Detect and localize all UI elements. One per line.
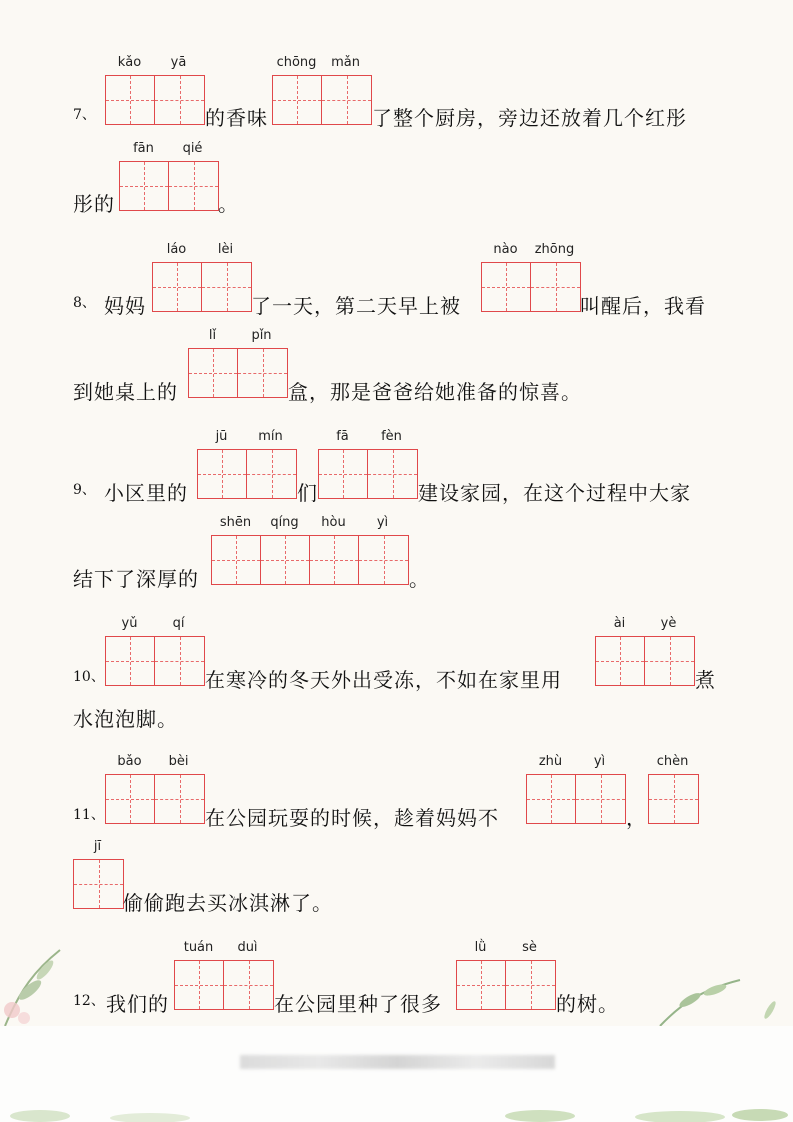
question-number: 10、 — [73, 669, 105, 685]
tianzige-box[interactable] — [174, 960, 274, 1010]
pinyin: lǐ — [208, 328, 217, 343]
sentence-text: 们 — [297, 481, 318, 505]
sentence-text: 偷偷跑去买冰淇淋了。 — [123, 891, 333, 915]
pinyin: fān — [133, 141, 154, 156]
tianzige-box[interactable] — [105, 75, 205, 125]
leaf-decoration-right — [640, 970, 793, 1026]
question-number: 12、 — [73, 993, 105, 1009]
pinyin: yì — [593, 754, 606, 769]
pinyin: shēn — [219, 515, 252, 530]
pinyin: yè — [660, 616, 677, 631]
pinyin: yì — [376, 515, 389, 530]
tianzige-box[interactable] — [595, 636, 695, 686]
tianzige-box[interactable] — [188, 348, 288, 398]
sentence-text: 建设家园，在这个过程中大家 — [418, 481, 691, 505]
tianzige-box[interactable] — [152, 262, 252, 312]
pinyin: yǔ — [121, 616, 138, 631]
sentence-text: 。 — [218, 192, 239, 216]
tianzige-box[interactable] — [105, 636, 205, 686]
pinyin: zhōng — [534, 242, 575, 257]
pinyin: lèi — [217, 242, 234, 257]
tianzige-box[interactable] — [73, 859, 124, 909]
sentence-text: 煮 — [695, 668, 716, 692]
tianzige-box[interactable] — [272, 75, 372, 125]
pinyin: fèn — [381, 429, 402, 444]
sentence-text: 在公园玩耍的时候，趁着妈妈不 — [205, 806, 499, 830]
pinyin: chōng — [276, 55, 317, 70]
pinyin: nào — [493, 242, 518, 257]
sentence-text: 了一天，第二天早上被 — [251, 294, 461, 318]
pinyin: pǐn — [251, 328, 272, 343]
question-number: 9、 — [73, 482, 96, 498]
tianzige-box[interactable] — [318, 449, 418, 499]
sentence-text: 在公园里种了很多 — [274, 992, 442, 1016]
sentence-text: 了整个厨房，旁边还放着几个红彤 — [372, 106, 687, 130]
tianzige-box[interactable] — [648, 774, 699, 824]
pinyin: zhù — [538, 754, 563, 769]
pinyin: lǜ — [474, 940, 487, 955]
sentence-text: 叫醒后，我看 — [580, 294, 706, 318]
pinyin: sè — [522, 940, 537, 955]
pinyin: bǎo — [117, 754, 142, 769]
foliage-strip — [0, 1102, 793, 1122]
sentence-text: 在寒冷的冬天外出受冻，不如在家里用 — [205, 668, 562, 692]
sentence-text: 到她桌上的 — [73, 380, 178, 404]
pinyin: kǎo — [117, 55, 142, 70]
question-number: 11、 — [73, 807, 105, 823]
pinyin: bèi — [168, 754, 189, 769]
pinyin: mín — [258, 429, 283, 444]
pinyin: jī — [93, 839, 102, 854]
pinyin: láo — [166, 242, 187, 257]
footer-band — [0, 1026, 793, 1122]
question-number: 8、 — [73, 295, 96, 311]
tianzige-box[interactable] — [119, 161, 219, 211]
pinyin: qí — [172, 616, 185, 631]
tianzige-box[interactable] — [481, 262, 581, 312]
pinyin: yā — [170, 55, 187, 70]
pinyin: tuán — [183, 940, 214, 955]
tianzige-box[interactable] — [197, 449, 297, 499]
sentence-text: 盒，那是爸爸给她准备的惊喜。 — [288, 380, 582, 404]
pinyin: qíng — [270, 515, 299, 530]
pinyin: mǎn — [331, 55, 360, 70]
sentence-text: 水泡泡脚。 — [73, 707, 178, 731]
sentence-text: 彤的 — [73, 192, 115, 216]
sentence-text: ， — [626, 806, 647, 830]
blurred-footer-text — [240, 1055, 555, 1069]
pinyin: fā — [336, 429, 349, 444]
sentence-text: 妈妈 — [104, 294, 146, 318]
pinyin: jū — [215, 429, 228, 444]
floral-decoration-left — [0, 930, 120, 1026]
sentence-text: 的树。 — [556, 992, 619, 1016]
pinyin: hòu — [321, 515, 346, 530]
question-number: 7、 — [73, 107, 96, 123]
pinyin: chèn — [656, 754, 689, 769]
tianzige-box[interactable] — [105, 774, 205, 824]
tianzige-box[interactable] — [211, 535, 409, 585]
tianzige-box[interactable] — [526, 774, 626, 824]
tianzige-box[interactable] — [456, 960, 556, 1010]
sentence-text: 小区里的 — [104, 481, 188, 505]
sentence-text: 。 — [409, 567, 430, 591]
pinyin: duì — [237, 940, 258, 955]
sentence-text: 结下了深厚的 — [73, 567, 199, 591]
pinyin: qié — [182, 141, 203, 156]
sentence-text: 的香味 — [205, 106, 268, 130]
pinyin: ài — [613, 616, 626, 631]
sentence-text: 我们的 — [106, 992, 169, 1016]
